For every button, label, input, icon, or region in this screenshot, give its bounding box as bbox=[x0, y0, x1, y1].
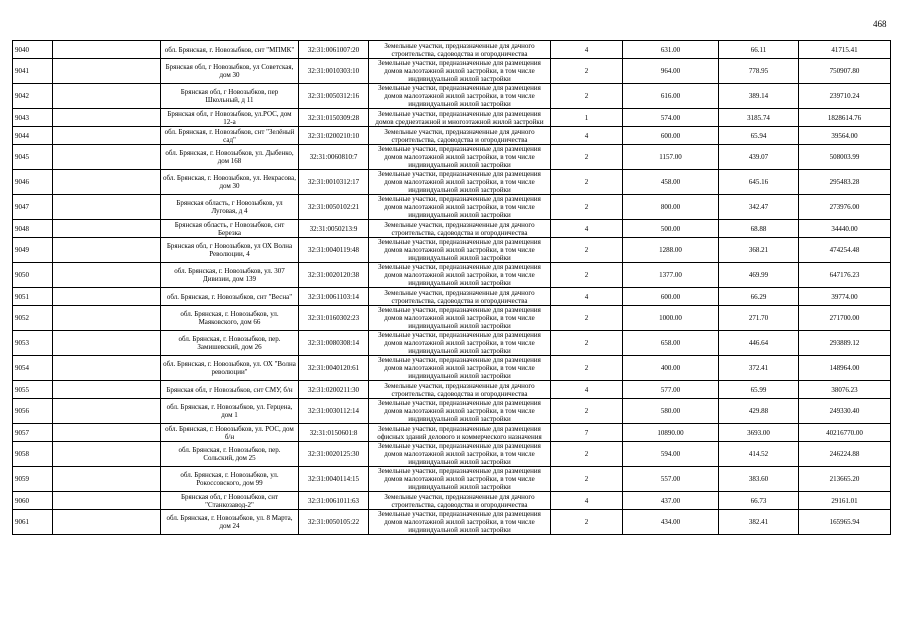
row-specific-value: 439.07 bbox=[719, 145, 799, 170]
row-cadastral-number: 32:31:0150309:28 bbox=[299, 109, 369, 127]
row-land-use: Земельные участки, предназначенные для дачного строительства, садоводства и огородничества bbox=[369, 41, 551, 59]
row-number: 9051 bbox=[13, 288, 53, 306]
table-row bbox=[13, 84, 891, 109]
row-specific-value: 3185.74 bbox=[719, 109, 799, 127]
table-row bbox=[13, 492, 891, 510]
row-cadastral-value: 246224.88 bbox=[799, 442, 891, 467]
row-area: 10890.00 bbox=[623, 424, 719, 442]
row-address: обл. Брянская, г. Новозыбков, ул. Герцена, дом 1 bbox=[161, 399, 299, 424]
row-spacer bbox=[53, 424, 161, 442]
row-cadastral-number: 32:31:0160302:23 bbox=[299, 306, 369, 331]
row-group: 2 bbox=[551, 263, 623, 288]
row-address: обл. Брянская, г. Новозыбков, ул. РОС, дом б/н bbox=[161, 424, 299, 442]
row-number: 9044 bbox=[13, 127, 53, 145]
row-cadastral-number: 32:31:0150601:8 bbox=[299, 424, 369, 442]
row-spacer bbox=[53, 127, 161, 145]
row-address: обл. Брянская, г. Новозыбков, ул. 8 Марта, дом 24 bbox=[161, 510, 299, 535]
row-spacer bbox=[53, 399, 161, 424]
row-number: 9049 bbox=[13, 238, 53, 263]
row-specific-value: 429.88 bbox=[719, 399, 799, 424]
row-address: Брянская обл, г Новозыбков, ул ОХ Волна Революции, 4 bbox=[161, 238, 299, 263]
row-spacer bbox=[53, 331, 161, 356]
row-area: 458.00 bbox=[623, 170, 719, 195]
row-group: 4 bbox=[551, 492, 623, 510]
row-group: 4 bbox=[551, 41, 623, 59]
row-land-use: Земельные участки, предназначенные для размещения домов малоэтажной жилой застройки, в том числе индивидуальной жилой застройки bbox=[369, 84, 551, 109]
table-row bbox=[13, 306, 891, 331]
row-cadastral-value: 40216770.00 bbox=[799, 424, 891, 442]
table-row bbox=[13, 170, 891, 195]
row-group: 2 bbox=[551, 145, 623, 170]
row-land-use: Земельные участки, предназначенные для дачного строительства, садоводства и огородничества bbox=[369, 492, 551, 510]
row-area: 600.00 bbox=[623, 288, 719, 306]
row-area: 1377.00 bbox=[623, 263, 719, 288]
row-cadastral-value: 647176.23 bbox=[799, 263, 891, 288]
row-land-use: Земельные участки, предназначенные для размещения домов малоэтажной жилой застройки, в том числе индивидуальной жилой застройки bbox=[369, 356, 551, 381]
row-land-use: Земельные участки, предназначенные для размещения домов малоэтажной жилой застройки, в том числе индивидуальной жилой застройки bbox=[369, 238, 551, 263]
row-address: обл. Брянская, г. Новозыбков, снт "Весна" bbox=[161, 288, 299, 306]
row-cadastral-number: 32:31:0080308:14 bbox=[299, 331, 369, 356]
row-land-use: Земельные участки, предназначенные для дачного строительства, садоводства и огородничества bbox=[369, 220, 551, 238]
row-group: 2 bbox=[551, 510, 623, 535]
row-land-use: Земельные участки, предназначенные для размещения домов малоэтажной жилой застройки, в том числе индивидуальной жилой застройки bbox=[369, 59, 551, 84]
row-area: 1000.00 bbox=[623, 306, 719, 331]
row-cadastral-number: 32:31:0050312:16 bbox=[299, 84, 369, 109]
table-row bbox=[13, 59, 891, 84]
row-cadastral-number: 32:31:0061007:20 bbox=[299, 41, 369, 59]
row-number: 9058 bbox=[13, 442, 53, 467]
row-spacer bbox=[53, 467, 161, 492]
row-group: 7 bbox=[551, 424, 623, 442]
row-area: 400.00 bbox=[623, 356, 719, 381]
row-number: 9060 bbox=[13, 492, 53, 510]
table-row bbox=[13, 263, 891, 288]
row-specific-value: 342.47 bbox=[719, 195, 799, 220]
row-group: 4 bbox=[551, 288, 623, 306]
table-row bbox=[13, 399, 891, 424]
row-cadastral-number: 32:31:0050213:9 bbox=[299, 220, 369, 238]
row-area: 631.00 bbox=[623, 41, 719, 59]
table-row bbox=[13, 288, 891, 306]
row-number: 9057 bbox=[13, 424, 53, 442]
table-row bbox=[13, 220, 891, 238]
row-address: обл. Брянская, г. Новозыбков, пер. Сольский, дом 25 bbox=[161, 442, 299, 467]
row-area: 964.00 bbox=[623, 59, 719, 84]
row-spacer bbox=[53, 510, 161, 535]
row-land-use: Земельные участки, предназначенные для размещения домов малоэтажной жилой застройки, в том числе индивидуальной жилой застройки bbox=[369, 399, 551, 424]
row-address: обл. Брянская, г. Новозыбков, ул. Дыбенко, дом 168 bbox=[161, 145, 299, 170]
row-address: Брянская обл, г Новозыбков, снт "Станкозавод-2" bbox=[161, 492, 299, 510]
row-specific-value: 446.64 bbox=[719, 331, 799, 356]
row-group: 2 bbox=[551, 84, 623, 109]
row-number: 9048 bbox=[13, 220, 53, 238]
row-cadastral-value: 148964.00 bbox=[799, 356, 891, 381]
row-cadastral-value: 39564.00 bbox=[799, 127, 891, 145]
row-specific-value: 469.99 bbox=[719, 263, 799, 288]
row-area: 437.00 bbox=[623, 492, 719, 510]
row-cadastral-value: 41715.41 bbox=[799, 41, 891, 59]
row-cadastral-value: 34440.00 bbox=[799, 220, 891, 238]
row-land-use: Земельные участки, предназначенные для дачного строительства, садоводства и огородничества bbox=[369, 127, 551, 145]
row-number: 9047 bbox=[13, 195, 53, 220]
row-group: 2 bbox=[551, 306, 623, 331]
table-row bbox=[13, 109, 891, 127]
row-area: 574.00 bbox=[623, 109, 719, 127]
row-cadastral-value: 750907.80 bbox=[799, 59, 891, 84]
row-group: 2 bbox=[551, 170, 623, 195]
row-group: 4 bbox=[551, 127, 623, 145]
row-land-use: Земельные участки, предназначенные для размещения домов малоэтажной жилой застройки, в том числе индивидуальной жилой застройки bbox=[369, 331, 551, 356]
row-group: 4 bbox=[551, 381, 623, 399]
row-cadastral-value: 165965.94 bbox=[799, 510, 891, 535]
table-body bbox=[13, 41, 891, 535]
row-group: 1 bbox=[551, 109, 623, 127]
row-specific-value: 68.88 bbox=[719, 220, 799, 238]
row-specific-value: 778.95 bbox=[719, 59, 799, 84]
row-number: 9056 bbox=[13, 399, 53, 424]
row-spacer bbox=[53, 306, 161, 331]
row-spacer bbox=[53, 195, 161, 220]
row-cadastral-value: 474254.48 bbox=[799, 238, 891, 263]
row-spacer bbox=[53, 109, 161, 127]
row-address: обл. Брянская, г. Новозыбков, ул. Маяковского, дом 66 bbox=[161, 306, 299, 331]
row-cadastral-value: 295483.28 bbox=[799, 170, 891, 195]
row-spacer bbox=[53, 442, 161, 467]
row-group: 2 bbox=[551, 331, 623, 356]
row-specific-value: 389.14 bbox=[719, 84, 799, 109]
row-area: 557.00 bbox=[623, 467, 719, 492]
table-row bbox=[13, 195, 891, 220]
table-row bbox=[13, 127, 891, 145]
row-spacer bbox=[53, 145, 161, 170]
row-group: 2 bbox=[551, 467, 623, 492]
row-number: 9054 bbox=[13, 356, 53, 381]
row-address: Брянская обл, г Новозыбков, ул.РОС, дом 12-а bbox=[161, 109, 299, 127]
row-address: Брянская обл, г Новозыбков, пер Школьный, д 11 bbox=[161, 84, 299, 109]
row-area: 500.00 bbox=[623, 220, 719, 238]
row-group: 2 bbox=[551, 442, 623, 467]
row-cadastral-value: 213665.20 bbox=[799, 467, 891, 492]
row-land-use: Земельные участки, предназначенные для размещения домов малоэтажной жилой застройки, в том числе индивидуальной жилой застройки bbox=[369, 306, 551, 331]
table-row bbox=[13, 145, 891, 170]
table-row bbox=[13, 331, 891, 356]
row-specific-value: 65.99 bbox=[719, 381, 799, 399]
row-cadastral-value: 1828614.76 bbox=[799, 109, 891, 127]
row-number: 9041 bbox=[13, 59, 53, 84]
table-row bbox=[13, 356, 891, 381]
row-cadastral-number: 32:31:0061103:14 bbox=[299, 288, 369, 306]
row-group: 2 bbox=[551, 356, 623, 381]
row-area: 600.00 bbox=[623, 127, 719, 145]
cadastral-value-table bbox=[12, 40, 891, 535]
row-specific-value: 368.21 bbox=[719, 238, 799, 263]
row-land-use: Земельные участки, предназначенные для размещения домов среднеэтажной и многоэтажной жилой застройки bbox=[369, 109, 551, 127]
row-address: обл. Брянская, г. Новозыбков, ул. ОХ "Волна революции" bbox=[161, 356, 299, 381]
row-address: Брянская область, г Новозыбков, ул Луговая, д 4 bbox=[161, 195, 299, 220]
row-spacer bbox=[53, 492, 161, 510]
row-specific-value: 645.16 bbox=[719, 170, 799, 195]
row-specific-value: 372.41 bbox=[719, 356, 799, 381]
table-row bbox=[13, 424, 891, 442]
row-land-use: Земельные участки, предназначенные для размещения офисных зданий делового и коммерческого назначения bbox=[369, 424, 551, 442]
row-number: 9052 bbox=[13, 306, 53, 331]
row-number: 9050 bbox=[13, 263, 53, 288]
row-area: 1288.00 bbox=[623, 238, 719, 263]
row-specific-value: 66.29 bbox=[719, 288, 799, 306]
row-cadastral-number: 32:31:0040114:15 bbox=[299, 467, 369, 492]
row-land-use: Земельные участки, предназначенные для дачного строительства, садоводства и огородничества bbox=[369, 288, 551, 306]
row-group: 4 bbox=[551, 220, 623, 238]
row-spacer bbox=[53, 381, 161, 399]
row-specific-value: 66.11 bbox=[719, 41, 799, 59]
row-cadastral-value: 273976.00 bbox=[799, 195, 891, 220]
row-address: обл. Брянская, г. Новозыбков, ул. Рокоссовского, дом 99 bbox=[161, 467, 299, 492]
row-land-use: Земельные участки, предназначенные для дачного строительства, садоводства и огородничества bbox=[369, 381, 551, 399]
row-cadastral-number: 32:31:0200210:10 bbox=[299, 127, 369, 145]
row-cadastral-number: 32:31:0061011:63 bbox=[299, 492, 369, 510]
table-row bbox=[13, 238, 891, 263]
row-number: 9055 bbox=[13, 381, 53, 399]
row-cadastral-value: 508003.99 bbox=[799, 145, 891, 170]
row-land-use: Земельные участки, предназначенные для размещения домов малоэтажной жилой застройки, в том числе индивидуальной жилой застройки bbox=[369, 510, 551, 535]
row-cadastral-value: 239710.24 bbox=[799, 84, 891, 109]
row-cadastral-value: 271700.00 bbox=[799, 306, 891, 331]
row-cadastral-number: 32:31:0200211:30 bbox=[299, 381, 369, 399]
page-number: 468 bbox=[873, 19, 887, 29]
row-area: 1157.00 bbox=[623, 145, 719, 170]
row-land-use: Земельные участки, предназначенные для размещения домов малоэтажной жилой застройки, в том числе индивидуальной жилой застройки bbox=[369, 170, 551, 195]
row-cadastral-number: 32:31:0050102:21 bbox=[299, 195, 369, 220]
row-area: 800.00 bbox=[623, 195, 719, 220]
row-land-use: Земельные участки, предназначенные для размещения домов малоэтажной жилой застройки, в том числе индивидуальной жилой застройки bbox=[369, 145, 551, 170]
row-address: обл. Брянская, г. Новозыбков, снт "Зелёный сад" bbox=[161, 127, 299, 145]
row-cadastral-value: 38076.23 bbox=[799, 381, 891, 399]
row-cadastral-number: 32:31:0020120:38 bbox=[299, 263, 369, 288]
row-address: Брянская обл, г Новозыбков, ул Советская, дом 30 bbox=[161, 59, 299, 84]
row-spacer bbox=[53, 356, 161, 381]
row-number: 9045 bbox=[13, 145, 53, 170]
row-area: 616.00 bbox=[623, 84, 719, 109]
row-spacer bbox=[53, 41, 161, 59]
row-area: 594.00 bbox=[623, 442, 719, 467]
row-land-use: Земельные участки, предназначенные для размещения домов малоэтажной жилой застройки, в том числе индивидуальной жилой застройки bbox=[369, 195, 551, 220]
table-row bbox=[13, 510, 891, 535]
row-address: обл. Брянская, г. Новозыбков, ул. 307 Дивизии, дом 139 bbox=[161, 263, 299, 288]
row-number: 9061 bbox=[13, 510, 53, 535]
row-number: 9043 bbox=[13, 109, 53, 127]
row-number: 9053 bbox=[13, 331, 53, 356]
row-address: Брянская область, г Новозыбков, снт Березка bbox=[161, 220, 299, 238]
row-address: обл. Брянская, г. Новозыбков, пер. Замишевский, дом 26 bbox=[161, 331, 299, 356]
row-number: 9040 bbox=[13, 41, 53, 59]
row-cadastral-number: 32:31:0020125:30 bbox=[299, 442, 369, 467]
row-number: 9042 bbox=[13, 84, 53, 109]
table-row bbox=[13, 381, 891, 399]
row-cadastral-value: 29161.01 bbox=[799, 492, 891, 510]
row-area: 580.00 bbox=[623, 399, 719, 424]
row-address: обл. Брянская, г. Новозыбков, ул. Некрасова, дом 30 bbox=[161, 170, 299, 195]
row-address: обл. Брянская, г. Новозыбков, снт "МПМК" bbox=[161, 41, 299, 59]
row-spacer bbox=[53, 238, 161, 263]
row-group: 2 bbox=[551, 399, 623, 424]
row-specific-value: 66.73 bbox=[719, 492, 799, 510]
row-number: 9046 bbox=[13, 170, 53, 195]
row-specific-value: 414.52 bbox=[719, 442, 799, 467]
row-cadastral-value: 39774.00 bbox=[799, 288, 891, 306]
row-cadastral-number: 32:31:0010303:10 bbox=[299, 59, 369, 84]
row-cadastral-number: 32:31:0050105:22 bbox=[299, 510, 369, 535]
row-spacer bbox=[53, 84, 161, 109]
row-land-use: Земельные участки, предназначенные для размещения домов малоэтажной жилой застройки, в том числе индивидуальной жилой застройки bbox=[369, 467, 551, 492]
table-row bbox=[13, 467, 891, 492]
row-land-use: Земельные участки, предназначенные для размещения домов малоэтажной жилой застройки, в том числе индивидуальной жилой застройки bbox=[369, 263, 551, 288]
row-cadastral-number: 32:31:0060810:7 bbox=[299, 145, 369, 170]
row-area: 658.00 bbox=[623, 331, 719, 356]
row-cadastral-number: 32:31:0010312:17 bbox=[299, 170, 369, 195]
row-land-use: Земельные участки, предназначенные для размещения домов малоэтажной жилой застройки, в том числе индивидуальной жилой застройки bbox=[369, 442, 551, 467]
row-spacer bbox=[53, 170, 161, 195]
row-specific-value: 3693.00 bbox=[719, 424, 799, 442]
row-specific-value: 65.94 bbox=[719, 127, 799, 145]
row-area: 434.00 bbox=[623, 510, 719, 535]
row-cadastral-value: 293889.12 bbox=[799, 331, 891, 356]
row-address: Брянская обл, г Новозыбков, снт СМУ, б/н bbox=[161, 381, 299, 399]
row-cadastral-number: 32:31:0040120:61 bbox=[299, 356, 369, 381]
row-group: 2 bbox=[551, 238, 623, 263]
row-spacer bbox=[53, 288, 161, 306]
row-cadastral-value: 249330.40 bbox=[799, 399, 891, 424]
row-spacer bbox=[53, 220, 161, 238]
row-number: 9059 bbox=[13, 467, 53, 492]
row-specific-value: 271.70 bbox=[719, 306, 799, 331]
row-spacer bbox=[53, 59, 161, 84]
row-cadastral-number: 32:31:0040119:48 bbox=[299, 238, 369, 263]
table-row bbox=[13, 41, 891, 59]
row-group: 2 bbox=[551, 195, 623, 220]
row-cadastral-number: 32:31:0030112:14 bbox=[299, 399, 369, 424]
row-specific-value: 383.60 bbox=[719, 467, 799, 492]
table-row bbox=[13, 442, 891, 467]
row-area: 577.00 bbox=[623, 381, 719, 399]
row-spacer bbox=[53, 263, 161, 288]
row-group: 2 bbox=[551, 59, 623, 84]
row-specific-value: 382.41 bbox=[719, 510, 799, 535]
